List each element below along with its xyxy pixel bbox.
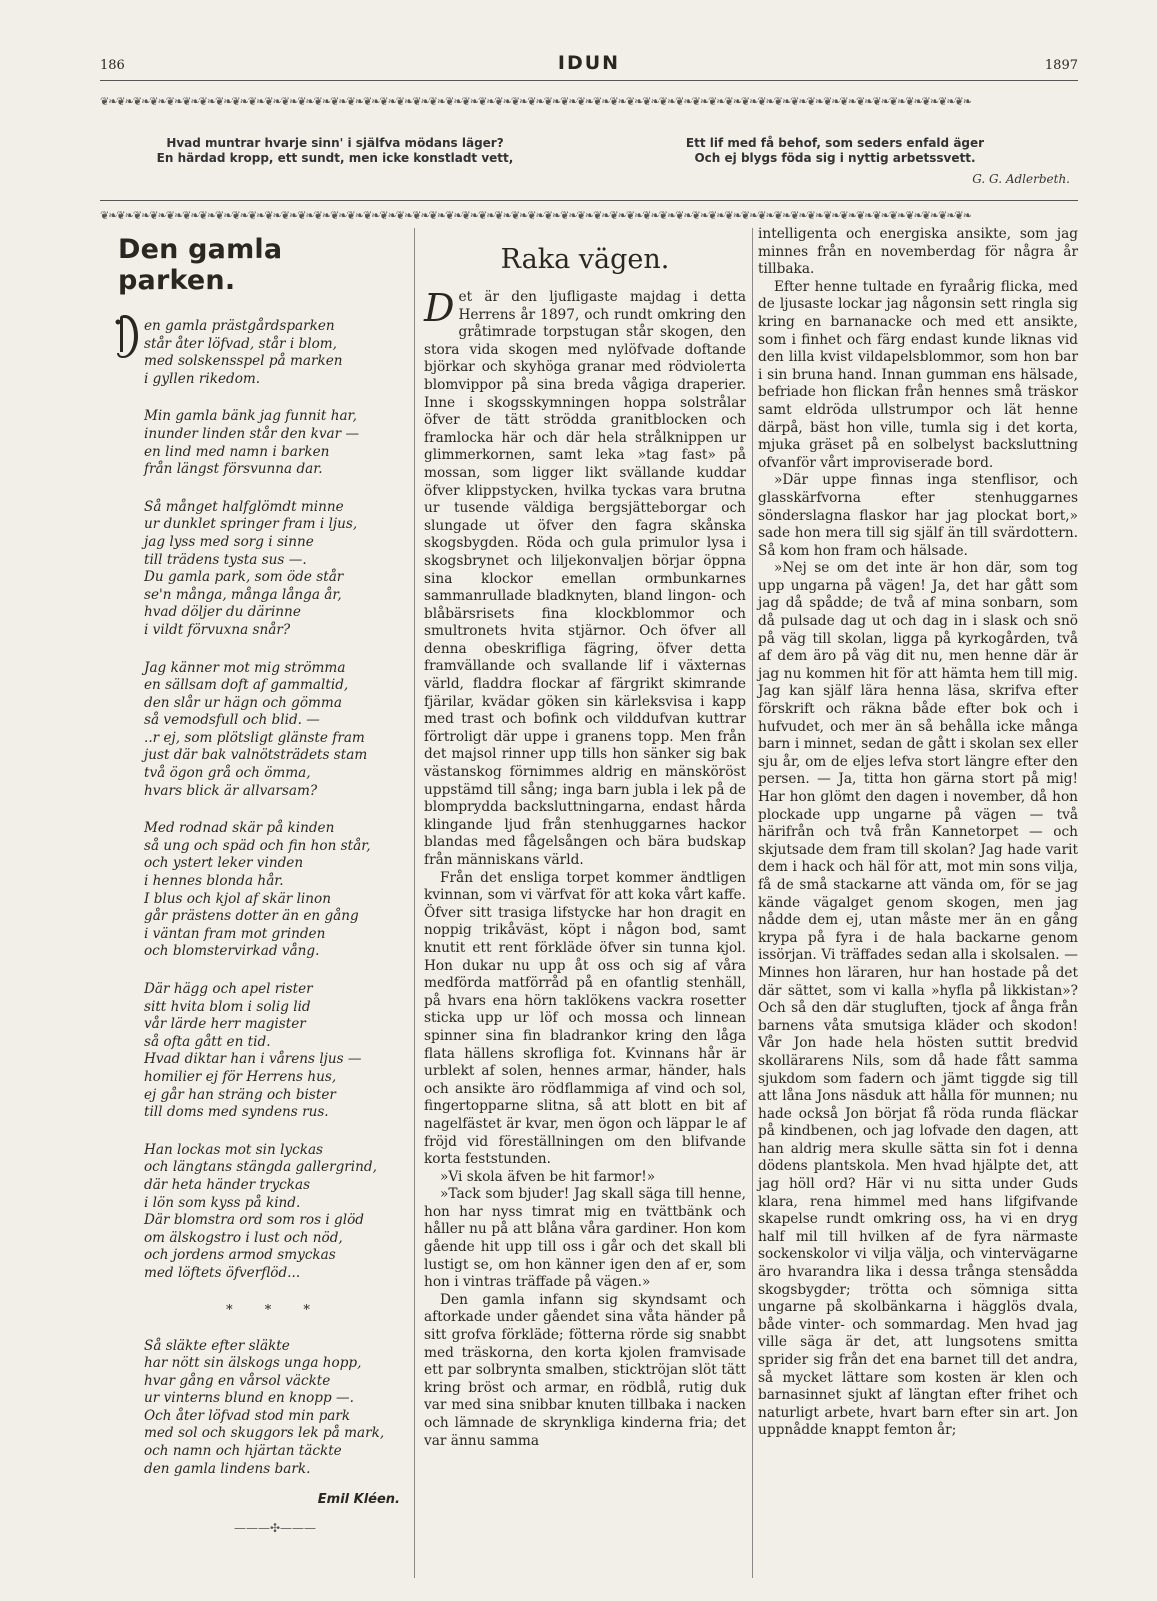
poem-first-stanza: en gamla prästgårdsparken står åter löfvad, står i blom, med solskensspel på marken i gyllen rikedom. <box>144 318 406 388</box>
epigraph <box>100 136 1078 186</box>
story-text-2 <box>758 226 1078 1440</box>
story-title: Raka vägen. <box>500 244 670 275</box>
epigraph-left: Hvad muntrar hvarje sinn' i själfva mödans läger? En härdad kropp, ett sundt, men icke konstladt vett, <box>156 136 514 165</box>
story-drop-cap: D <box>424 286 455 330</box>
header-rule <box>100 80 1078 81</box>
year: 1897 <box>1044 58 1078 73</box>
ornamental-border-middle: ❦❧❦❧❦❧❦❧❦❧❦❧❦❧❦❧❦❧❦❧❦❧❦❧❦❧❦❧❦❧❦❧❦❧❦❧❦❧❦❧❦❧❦❧❦❧❦❧❦❧❦❧❦❧❦❧❦❧❦❧❦❧❦❧❦❧❦❧❦❧❦❧❦❧❦❧❦❧❦❧❦❧❦❧❦❧❦❧❦❧❦❧❦❧❦❧❦❧❦❧❦❧❦❧❦❧ <box>100 210 971 222</box>
paragraph: »Där uppe finnas inga stenflisor, och glasskärfvorna efter stenhuggarnes sönderslagna flaskor har jag plockat bort,» sade hon mera till sig själf än till svärdottern. Så kom hon fram och hälsade. <box>758 472 1078 559</box>
paragraph: »Nej se om det inte är hon där, som tog upp ungarna på vägen! Ja, det har gått som jag då spådde; de två af mina sonbarn, som då pulsade dag ut och dag in i slask och snö på väg till skolan, ligga på kyrkogården, två af dem äro på väg dit nu, men henne där är jag nu kommen hit för att hämta hem till mig. Jag kan själf lära henna läsa, skrifva efter förskrift och räkna både efter bok och i hufvudet, och mer än så behålla icke många barn i minnet, sedan de gått i skolan sex eller sju år, om de eljes lefva stort längre efter den persen. — Ja, titta hon gärna stort på mig! Har hon glömt den dagen i november, då hon plockade upp ungarne på vägen — två härifrån och två från Kannetorpet — och skjutsade dem fram till skolan? Jag hade varit dem i hack och häl för att, mot min sons vilja, få de små stackarne att vända om, för se jag kände vägalget genom skogen, men jag nådde dem ej, utan måste mer än en gång krypa på fyra i de hala backarne genom issörjan. Vi träffades sedan alla i skolsalen. — Minnes hon läraren, hur han hostade på det där sättet, som vi kalla »hyfla på likkistan»? Och så den där stugluften, tjock af ånga från barnens våta smutsiga kläder och skodon! Vår Jon hade hela hösten suttit bredvid skollärarens Nils, som då hade fått samma sjukdom som fadern och jämt tiggde sig till att låna Jons näsduk att hålla för munnen; nu hade också Jon börjat få röda runda fläckar på kindbenen, och jag lofvade den dagen, att han aldrig mera skulle sätta sin fot i denna dödens plantskola. Men hvad hjälpte det, att jag höll ord? Här vi nu sitta under Guds klara, rena himmel med hans lifgifvande skapelse rundt omkring oss, ha vi en dryg half mil till hvilken af de fyra närmaste sockenskolor vi vilja välja, och vintervägarne äro hvarandra lika i dessa trånga stensådda skogsbygder; trötta och sömniga sitta ungarne på skolbänkarna i hägglös dvala, både vinter- och sommardag. Men hvad jag ville säga är det, att lungsotens smitta sprider sig från det ena barnet till det andra, så mycket lättare som kosten är klen och barnasinnet sjukt af längtan efter frihet och naturligt arbete, hvart barn efter sin art. Jon uppnådde knappt femton år; <box>758 560 1078 1439</box>
paragraph: intelligenta och energiska ansikte, som jag minnes från en novemberdag för några år tillbaka. <box>758 226 1078 278</box>
story-column-2 <box>758 226 1078 1561</box>
paragraph: »Vi skola äfven be hit farmor!» <box>440 1168 656 1185</box>
paragraph: Det är den ljufligaste majdag i detta Herrens år 1897, och rundt omkring den gråtimrade torpstugan står skogen, den stora vida skogen med nylöfvade doftande björkar och skyhöga granar med rödviolетta blomvippor på sina breda vågiga draperier. Inne i skogsskymningen hoppa solstrålar öfver de tätt strödda granitblocken och framlocka här och där hela strålknippen ur glimmerkornen, samt leka »tag fast» på mossan, som ligger likt svällande kuddar öfver klippstycken, hvilka tyckas vara brutna ur tusende väldiga bergsjätteborgar och slungade ut öfver den fagra skånska skogsbygden. Röda och gula primulor lysa i skogsbrynet och liljekonvaljen börjar öppna sina klockor emellan ormbunkarnes sammanrullade bladknyten, bland lingon- och blåbärsrisets fina klockblommor och smultronets hvita stjärnor. Och öfver all denna obeskrifliga fägring, öfver detta framvällande och svallande lif i växternas värld, fladdra flockar af färgrikt skimrande fjärilar, kvädar göken sin kärleksvisa i kapp med trast och bofink och vilddufvan kuttrar förtroligt där uppe i granens topp. Men från det majsol rinner upp tills hon sänker sig bak västanskog förnimmes aldrig en mänsköröst uppstämd till sång; inga barn jubla i lek på de blomprydda backsluttningarna, endast hårda klingande ljud från stenhuggarnes hackor blandas med fågelsången och bära budskap från människans värld. <box>424 286 746 868</box>
end-ornament: ———✣——— <box>233 1521 317 1536</box>
column-divider-1 <box>414 228 415 1578</box>
paragraph: Efter henne tultade en fyraårig flicka, med de ljusaste lockar jag någonsin sett ringla sig kring en barnanacke och med ett ansikte, som i finhet och färg endast kunde liknas vid den lilla kvist vildapelsblommor, som hon bar i sin bruna hand. Innan gumman ens hälsade, befriade hon flickan från hennes små träskor samt eldröda ullstrumpor och lät henne därpå, bäst hon ville, tumla sig i det korta, mjuka gräset på en solbelyst backsluttning ofvanför vårt improviserade bord. <box>758 278 1078 471</box>
story-column-1 <box>424 224 746 1561</box>
asterism: * * * <box>226 1302 324 1318</box>
story-text-1 <box>424 286 746 1450</box>
column-divider-2 <box>752 228 753 1578</box>
paragraph: Den gamla infann sig skyndsamt och aftorkade under gåendet sina våta händer på sitt grofva förkläde; fötterna rörde sig snabbt med träskorna, den korta kjolen framvisade ett par solbrynta smalben, sticktröjan slöt tätt kring bröst och armar, en rödblå, rutig duk var med sina snibbar knuten tillbaka i nacken och lämnade de skrynkliga kinderna fria; det var ännu samma <box>424 1291 746 1449</box>
paragraph: »Tack som bjuder! Jag skall säga till henne, hon har nyss timrat mig en tvättbänk och håller nu på att blåna våra gardiner. Hon kom gående hit upp till oss i går och det skall bli lustigt se, om hon känner igen den af er, som hon i vintras träffade på vägen.» <box>424 1186 746 1291</box>
epigraph-rule <box>100 200 1078 201</box>
poem-title: Den gamla parken. <box>118 234 283 296</box>
page-header <box>100 52 1078 78</box>
poem-stanza: Med rodnad skär på kinden så ung och späd och fin hon står, och ystert leker vinden i hennes blonda hår. I blus och kjol af skär linon går prästens dotter än en gång i väntan fram mot grinden och blomstervirkad vång. <box>144 820 371 960</box>
poem-stanza: Han lockas mot sin lyckas och längtans stängda gallergrind, där heta händer tryckas i lön som kyss på kind. Där blomstra ord som ros i glöd om älskogstro i lust och nöd, och jordens armod smyckas med löftets öfverflöd... <box>144 1141 377 1281</box>
masthead: IDUN <box>557 52 621 74</box>
page-number: 186 <box>100 58 125 73</box>
drop-cap-d-icon <box>114 312 140 362</box>
poem-stanza: Min gamla bänk jag funnit har, inunder linden står den kvar — en lind med namn i barken från längst försvunna dar. <box>144 408 360 478</box>
poem-stanza: Där hägg och apel rister sitt hvita blom i solig lid vår lärde herr magister så ofta gått en tid. Hvad diktar han i vårens ljus — homilier ej för Herrens hus, ej går han sträng och bister till doms med syndens rus. <box>144 981 362 1121</box>
paragraph: Från det ensliga torpet kommer ändtligen kvinnan, som vi värfvat för att koka vårt kaffe. Öfver sitt trasiga lifstycke har hon dragit en noppig trikåväst, köpt i någon bod, samt knutit ett rent förkläde öfver sin tunna kjol. Hon dukar nu upp åt oss och sig af våra medförda matförråd på en ofantlig stenhäll, på hvars ena hörn taklökens vackra rosetter sticka upp ur löf och mossa och linnean spinner sina fin bladrankor kring den låga flata hällens skrofliga fot. Kvinnans hår är urblekt af solen, hennes armar, händer, hals och ansikte äro rödflammiga af vind och sol, fingertopparne slitna, så att blott en bit af nagelfästet är kvar, men ögon och läppar le af fröjd vid föreställningen om den blifvande korta feststunden. <box>424 869 746 1168</box>
ornamental-border-top: ❦❧❦❧❦❧❦❧❦❧❦❧❦❧❦❧❦❧❦❧❦❧❦❧❦❧❦❧❦❧❦❧❦❧❦❧❦❧❦❧❦❧❦❧❦❧❦❧❦❧❦❧❦❧❦❧❦❧❦❧❦❧❦❧❦❧❦❧❦❧❦❧❦❧❦❧❦❧❦❧❦❧❦❧❦❧❦❧❦❧❦❧❦❧❦❧❦❧❦❧❦❧❦❧❦❧ <box>100 96 971 108</box>
poem-stanza: Så släkte efter släkte har nött sin älskogs unga hopp, hvar gång en vårsol väckte ur vinterns blund en knopp —. Och åter löfvad stod min park med sol och skuggors lek på mark, och namn och hjärtan täckte den gamla lindens bark. <box>144 1337 385 1477</box>
poem-signature: Emil Kléen. <box>317 1492 400 1508</box>
poem-stanza: Så månget halfglömdt minne ur dunklet springer fram i ljus, jag lyss med sorg i sinne till trädens tysta sus —. Du gamla park, som öde står se'n många, många långa år, hvad döljer du därinne i vildt förvuxna snår? <box>144 498 358 638</box>
epigraph-right: Ett lif med få behof, som seders enfald äger Och ej blygs föda sig i nyttig arbetssvett. <box>685 136 985 165</box>
poem-column <box>110 224 406 1561</box>
poem-stanza: Jag känner mot mig strömma en sällsam doft af gammaltid, den slår ur hägn och gömma så vemodsfull och blid. — ..r ej, som plötsligt glänste fram just där bak valnötsträdets stam två ögon grå och ömma, hvars blick är allvarsam? <box>144 659 368 799</box>
epigraph-signature: G. G. Adlerbeth. <box>972 172 1070 186</box>
